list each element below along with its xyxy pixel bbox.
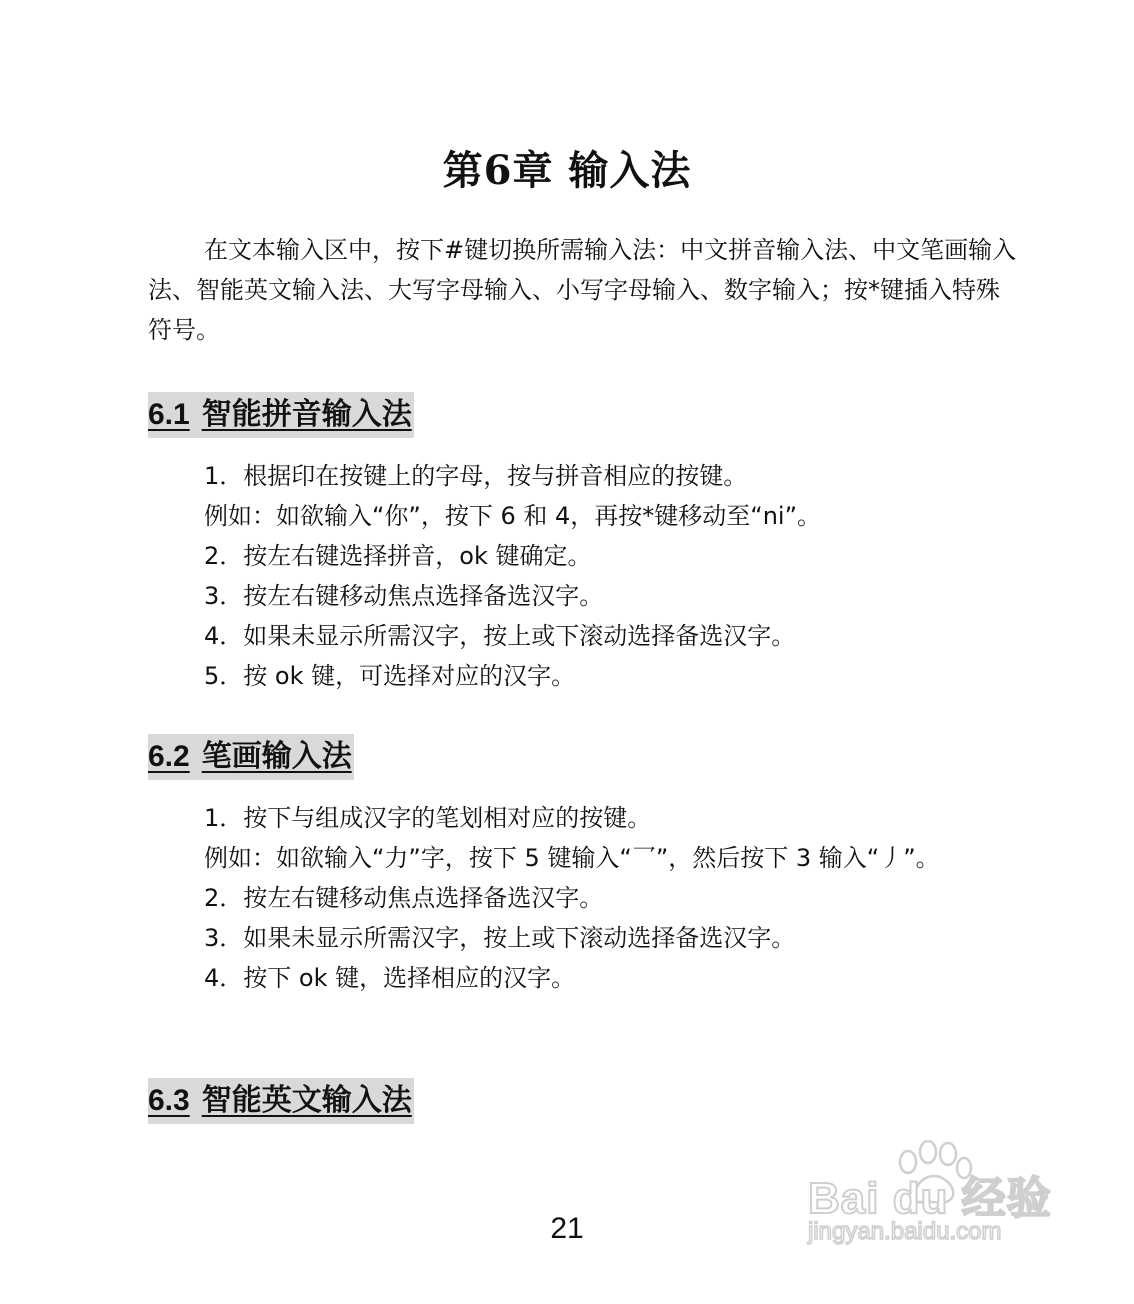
list-item: 1．按下与组成汉字的笔划相对应的按键。 [204, 804, 652, 832]
section-number: 6.3 [148, 1084, 190, 1117]
section-6-2-list [148, 798, 1020, 998]
list-item: 4．按下 ok 键，选择相应的汉字。 [204, 964, 576, 992]
section-title: 智能英文输入法 [201, 1083, 412, 1118]
list-item: 1．根据印在按键上的字母，按与拼音相应的按键。 [204, 462, 748, 490]
section-6-1-list [148, 456, 1020, 696]
section-heading-6-3 [148, 1078, 414, 1124]
section-heading-6-2 [148, 734, 354, 780]
section-heading-6-1 [148, 392, 414, 438]
list-item: 4．如果未显示所需汉字，按上或下滚动选择备选汉字。 [204, 622, 796, 650]
section-title: 笔画输入法 [201, 739, 352, 774]
list-item: 3．按左右键移动焦点选择备选汉字。 [204, 582, 604, 610]
list-item: 5．按 ok 键，可选择对应的汉字。 [204, 662, 576, 690]
watermark-url: jingyan.baidu.com [808, 1218, 1002, 1245]
list-item: 2．按左右键移动焦点选择备选汉字。 [204, 884, 604, 912]
list-item: 2．按左右键选择拼音，ok 键确定。 [204, 542, 592, 570]
list-item: 例如：如欲输入“你”，按下 6 和 4，再按*键移动至“ni”。 [204, 502, 822, 530]
watermark-brand: Bai du 经验 [808, 1174, 1052, 1223]
list-item: 3．如果未显示所需汉字，按上或下滚动选择备选汉字。 [204, 924, 796, 952]
intro-paragraph: 在文本输入区中，按下#键切换所需输入法：中文拼音输入法、中文笔画输入法、智能英文输入法、大写字母输入、小写字母输入、数字输入；按*键插入特殊符号。 [148, 236, 1017, 344]
list-item: 例如：如欲输入“力”字，按下 5 键输入“乛”，然后按下 3 输入“丿”。 [204, 844, 940, 872]
section-title: 智能拼音输入法 [201, 397, 412, 432]
chapter-title: 第6章 输入法 [442, 146, 692, 194]
section-number: 6.1 [148, 398, 190, 431]
page-number: 21 [550, 1212, 584, 1245]
section-number: 6.2 [148, 740, 190, 773]
